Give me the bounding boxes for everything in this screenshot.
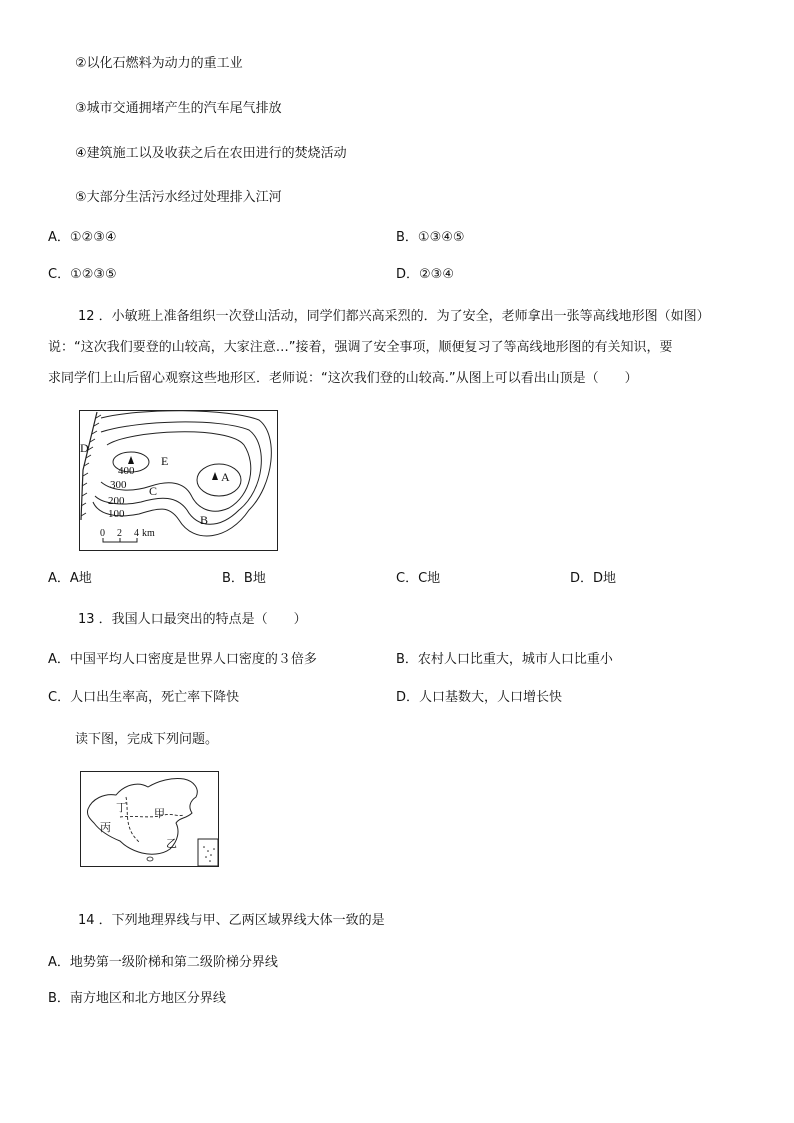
point-label-e: E xyxy=(161,454,169,468)
contour-peak-east xyxy=(197,464,241,496)
boundary-jia-yi xyxy=(120,814,184,817)
read-figure-instruction: 读下图，完成下列问题。 xyxy=(75,732,219,747)
q13-option-b[interactable]: B．农村人口比重大，城市人口比重小 xyxy=(396,652,613,667)
q13-stem: 13 ．我国人口最突出的特点是（ ） xyxy=(78,612,307,627)
q13-option-a[interactable]: A．中国平均人口密度是世界人口密度的３倍多 xyxy=(48,652,317,667)
region-label-ding: 丁 xyxy=(116,802,127,814)
statement-item-5: ⑤大部分生活污水经过处理排入江河 xyxy=(75,190,282,205)
region-label-yi: 乙 xyxy=(166,838,177,850)
scale-label-0: 0 xyxy=(100,528,105,539)
region-label-bing: 丙 xyxy=(100,822,111,834)
q14-stem: 14 ．下列地理界线与甲、乙两区域界线大体一致的是 xyxy=(78,913,385,928)
peak-marker-west xyxy=(128,456,134,464)
contour-label-400: 400 xyxy=(118,465,135,477)
statement-item-4: ④建筑施工以及收获之后在农田进行的焚烧活动 xyxy=(75,146,347,161)
contour-label-300: 300 xyxy=(110,479,127,491)
contour-label-200: 200 xyxy=(108,495,125,507)
boundary-west xyxy=(126,797,140,843)
statement-item-3: ③城市交通拥堵产生的汽车尾气排放 xyxy=(75,101,282,116)
q12-stem-line-3: 求同学们上山后留心观察这些地形区．老师说：“这次我们登的山较高.”从图上可以看出山顶是（ ） xyxy=(48,371,638,386)
q12-stem-line-1: 12 ．小敏班上准备组织一次登山活动，同学们都兴高采烈的．为了安全，老师拿出一张等高线地形图（如图） xyxy=(78,309,710,324)
region-label-jia: 甲 xyxy=(154,808,165,820)
point-label-c: C xyxy=(149,484,158,498)
point-label-d: D xyxy=(80,441,89,455)
scale-label-unit: km xyxy=(142,528,155,539)
q12-option-c[interactable]: C．C地 xyxy=(396,571,441,586)
statement-item-2: ②以化石燃料为动力的重工业 xyxy=(75,56,243,71)
point-label-a: A xyxy=(221,470,230,484)
contour-map-figure xyxy=(79,410,279,552)
scale-label-2: 2 xyxy=(117,528,122,539)
peak-marker-east xyxy=(212,472,218,480)
south-sea-inset xyxy=(198,839,218,866)
q11-option-c[interactable]: C．①②③⑤ xyxy=(48,267,117,282)
contour-label-100: 100 xyxy=(108,508,125,520)
q13-option-d[interactable]: D．人口基数大，人口增长快 xyxy=(396,690,563,705)
q11-option-b[interactable]: B．①③④⑤ xyxy=(396,230,465,245)
q12-stem-line-2: 说：“这次我们要登的山较高，大家注意…”接着，强调了安全事项，顺便复习了等高线地形图的有关知识，要 xyxy=(48,340,673,355)
q12-option-d[interactable]: D．D地 xyxy=(570,571,617,586)
hainan-island xyxy=(147,857,153,861)
q14-option-b[interactable]: B．南方地区和北方地区分界线 xyxy=(48,991,226,1006)
q11-option-a[interactable]: A．①②③④ xyxy=(48,230,117,245)
point-label-b: B xyxy=(200,513,209,527)
q12-option-b[interactable]: B．B地 xyxy=(222,571,266,586)
q11-option-d[interactable]: D．②③④ xyxy=(396,267,454,282)
q14-option-a[interactable]: A．地势第一级阶梯和第二级阶梯分界线 xyxy=(48,955,278,970)
china-map-figure xyxy=(80,771,220,868)
q12-option-a[interactable]: A．A地 xyxy=(48,571,92,586)
q13-option-c[interactable]: C．人口出生率高，死亡率下降快 xyxy=(48,690,240,705)
scale-label-4: 4 xyxy=(134,528,139,539)
